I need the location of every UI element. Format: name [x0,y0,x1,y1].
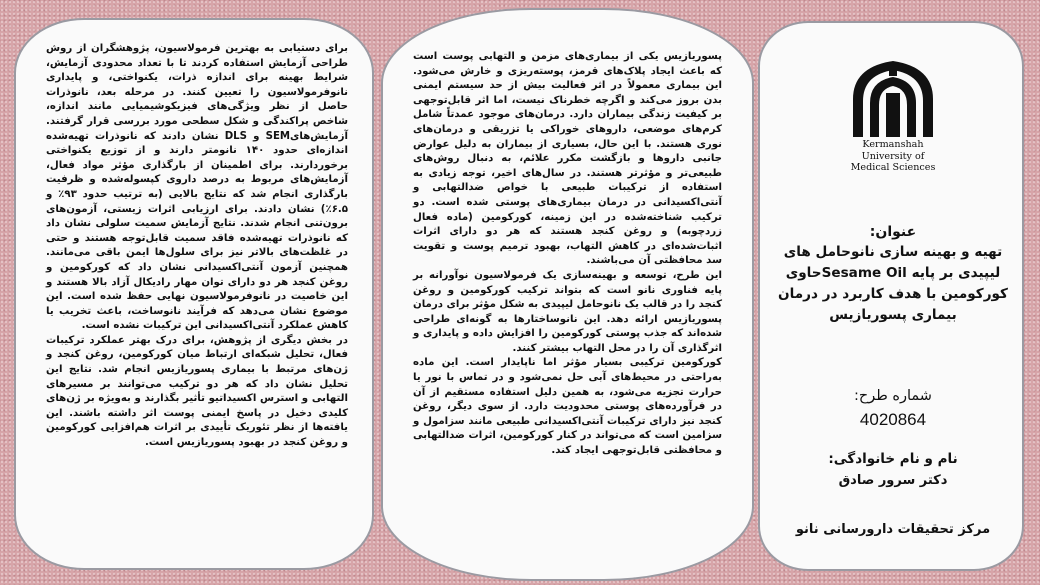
research-center: مرکز تحقیقات دارورسانی نانو [795,522,991,537]
project-info-panel [758,21,1024,571]
intro-paragraph-2: این طرح، توسعه و بهینه‌سازی یک فرمولاسیون نوآورانه بر پایه فناوری نانو است که بتواند ترکیب کورکومین و روغن کنجد را در قالب یک نانوحامل لیپیدی به شکل مؤثر برای درمان پسوریازیس ارائه دهد. این نانوساختارها به گونه‌ای طراحی شده‌اند که جذب پوستی کورکومین را افزایش داده و پایداری و اثرگذاری آن را در محل التهاب بیشتر کنند. [413,269,722,354]
intro-paragraph-1: پسوریازیس یکی از بیماری‌های مزمن و التهابی پوست است که باعث ایجاد پلاک‌های قرمز، پوسته‌ریزی و خارش می‌شود. این بیماری معمولاً در اثر فعالیت بیش از حد سیستم ایمنی بدن بروز می‌کند و اگرچه خطرناک نیست، اما اثر قابل‌توجهی بر کیفیت زندگی بیماران دارد. درمان‌های موجود عمدتاً شامل کرم‌های موضعی، داروهای خوراکی یا تزریقی و درمان‌های نوری هستند. با این حال، بسیاری از بیماران به دلیل عوارض جانبی داروها و بازگشت مکرر علائم، به دنبال روش‌های طبیعی‌تر و مؤثرتر هستند. در سال‌های اخیر، توجه زیادی به استفاده از ترکیبات طبیعی با خواص ضدالتهابی و آنتی‌اکسیدانی در درمان بیماری‌های پوستی شده است. دو ترکیب شناخته‌شده در این زمینه، کورکومین (ماده فعال زردچوبه) و روغن کنجد هستند که هر دو دارای اثرات اثبات‌شده‌ای در کاهش التهاب، بهبود ترمیم پوست و تقویت سد محافظتی آن می‌باشند. [413,51,722,267]
university-line: University of [861,150,925,162]
university-line: Medical Sciences [850,162,936,173]
investigator-name: دکتر سرور صادق [838,473,948,488]
introduction-panel [381,8,754,581]
investigator-label: نام و نام خانوادگی: [828,451,958,467]
title-label: عنوان: [869,224,917,240]
method-paragraph-1: برای دستیابی به بهترین فرمولاسیون، پژوهشگران از روش طراحی آزمایش استفاده کردند تا با تعداد محدودی آزمایش، شرایط بهینه برای اندازه ذرات، یکنواختی، و پایداری نانوفرمولاسیون را تعیین کنند. در مرحله بعد، نانوذرات حاصل از نظر ویژگی‌های فیزیکوشیمیایی مانند اندازه، شاخص پراکندگی و شکل سطحی مورد بررسی قرار گرفتند. آزمایش‌هایSEM و DLS نشان دادند که نانوذرات تهیه‌شده اندازه‌ای حدود ۱۴۰ نانومتر دارند و از توزیع یکنواختی برخوردارند. برای اطمینان از بارگذاری مؤثر مواد فعال، آزمایش‌های مربوط به درصد داروی کپسوله‌شده و ظرفیت بارگذاری انجام شد که نتایج بالایی (به ترتیب حدود ۹۳٪ و ۶.۵٪) نشان دادند. برای ارزیابی اثرات زیستی، آزمون‌های برون‌تنی انجام شدند. نتایج آزمایش سمیت سلولی نشان داد که نانوذرات تهیه‌شده فاقد سمیت قابل‌توجه هستند و حتی در غلظت‌های بالاتر نیز برای سلول‌ها ایمن باقی می‌مانند. همچنین آزمون آنتی‌اکسیدانی نشان داد که کورکومین و روغن کنجد هر دو دارای توان مهار رادیکال آزاد بالا هستند و این خاصیت در نانوفرمولاسیون نهایی حفظ شده است. این موضوع نشان می‌دهد که فرآیند نانوساخت، باعث تخریب یا کاهش عملکرد آنتی‌اکسیدانی این ترکیبات نشده است. [46,43,348,332]
project-code: 4020864 [859,410,927,429]
project-title: تهیه و بهینه سازی نانوحامل های لیپیدی بر پایه Sesame Oilحاوی کورکومین با هدف کاربرد در درمان بیماری پسوریازیس [778,244,1008,323]
university-line: Kermanshah [862,139,924,150]
methodology-panel [14,18,374,570]
university-logo-icon [843,59,943,137]
method-paragraph-2: در بخش دیگری از پژوهش، برای درک بهتر عملکرد ترکیبات فعال، تحلیل شبکه‌ای ارتباط میان کورکومین، روغن کنجد و ژن‌های مرتبط با بیماری پسوریازیس انجام شد. نتایج این تحلیل نشان داد که هر دو ترکیب می‌توانند بر مسیرهای التهابی و استرس اکسیداتیو تأثیر بگذارند و به‌ویژه بر ژن‌های کلیدی دخیل در پاسخ ایمنی پوست اثر داشته باشند. این یافته‌ها از نظر تئوریک تأییدی بر اثرات هم‌افزایی کورکومین و روغن کنجد در بهبود پسوریازیس است. [46,334,348,449]
university-name [820,139,966,174]
intro-paragraph-3: کورکومین ترکیبی بسیار مؤثر اما ناپایدار است. این ماده به‌راحتی در محیط‌های آبی حل نمی‌شود و در تماس با نور یا حرارت تجزیه می‌شود، به همین دلیل استفاده مستقیم از آن در فرآورده‌های پوستی محدودیت دارد. از سوی دیگر، روغن کنجد نیز دارای ترکیبات آنتی‌اکسیدانی طبیعی مانند سزامول و سزامین است که می‌تواند در کنار کورکومین، اثرات ضدالتهابی و محافظتی قابل‌توجهی ایجاد کند. [413,357,722,457]
project-code-label: شماره طرح: [854,388,932,404]
